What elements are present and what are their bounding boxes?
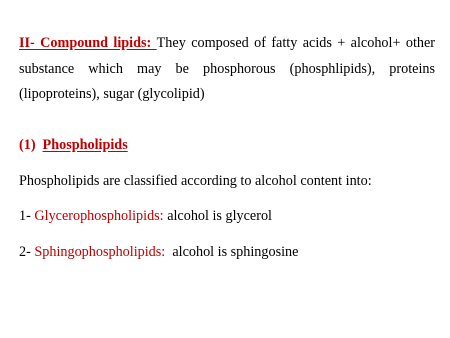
compound-lipids-heading: II- Compound lipids: <box>19 35 157 51</box>
list-item-term: Sphingophospholipids: <box>34 244 166 260</box>
list-item-description: alcohol is glycerol <box>163 208 272 224</box>
list-item-description: alcohol is sphingosine <box>165 244 299 260</box>
classification-sentence: Phospholipids are classified according to alcohol content into: <box>19 173 372 189</box>
list-item-glycerophospholipids <box>19 207 272 225</box>
section-title: Phospholipids <box>42 137 128 153</box>
list-item-prefix: 1- <box>19 208 35 224</box>
intro-paragraph <box>19 31 435 108</box>
phospholipids-section-heading <box>19 136 128 154</box>
list-item-sphingophospholipids <box>19 243 298 261</box>
list-item-prefix: 2- <box>19 244 35 260</box>
section-number: (1) <box>19 137 36 153</box>
compound-lipids-description: They composed of fatty acids + alcohol+ other substance which may be phosphorous (phosphlipids), proteins (lipoproteins), sugar (glycolipid) <box>19 35 435 102</box>
list-item-term: Glycerophospholipids: <box>34 208 164 224</box>
